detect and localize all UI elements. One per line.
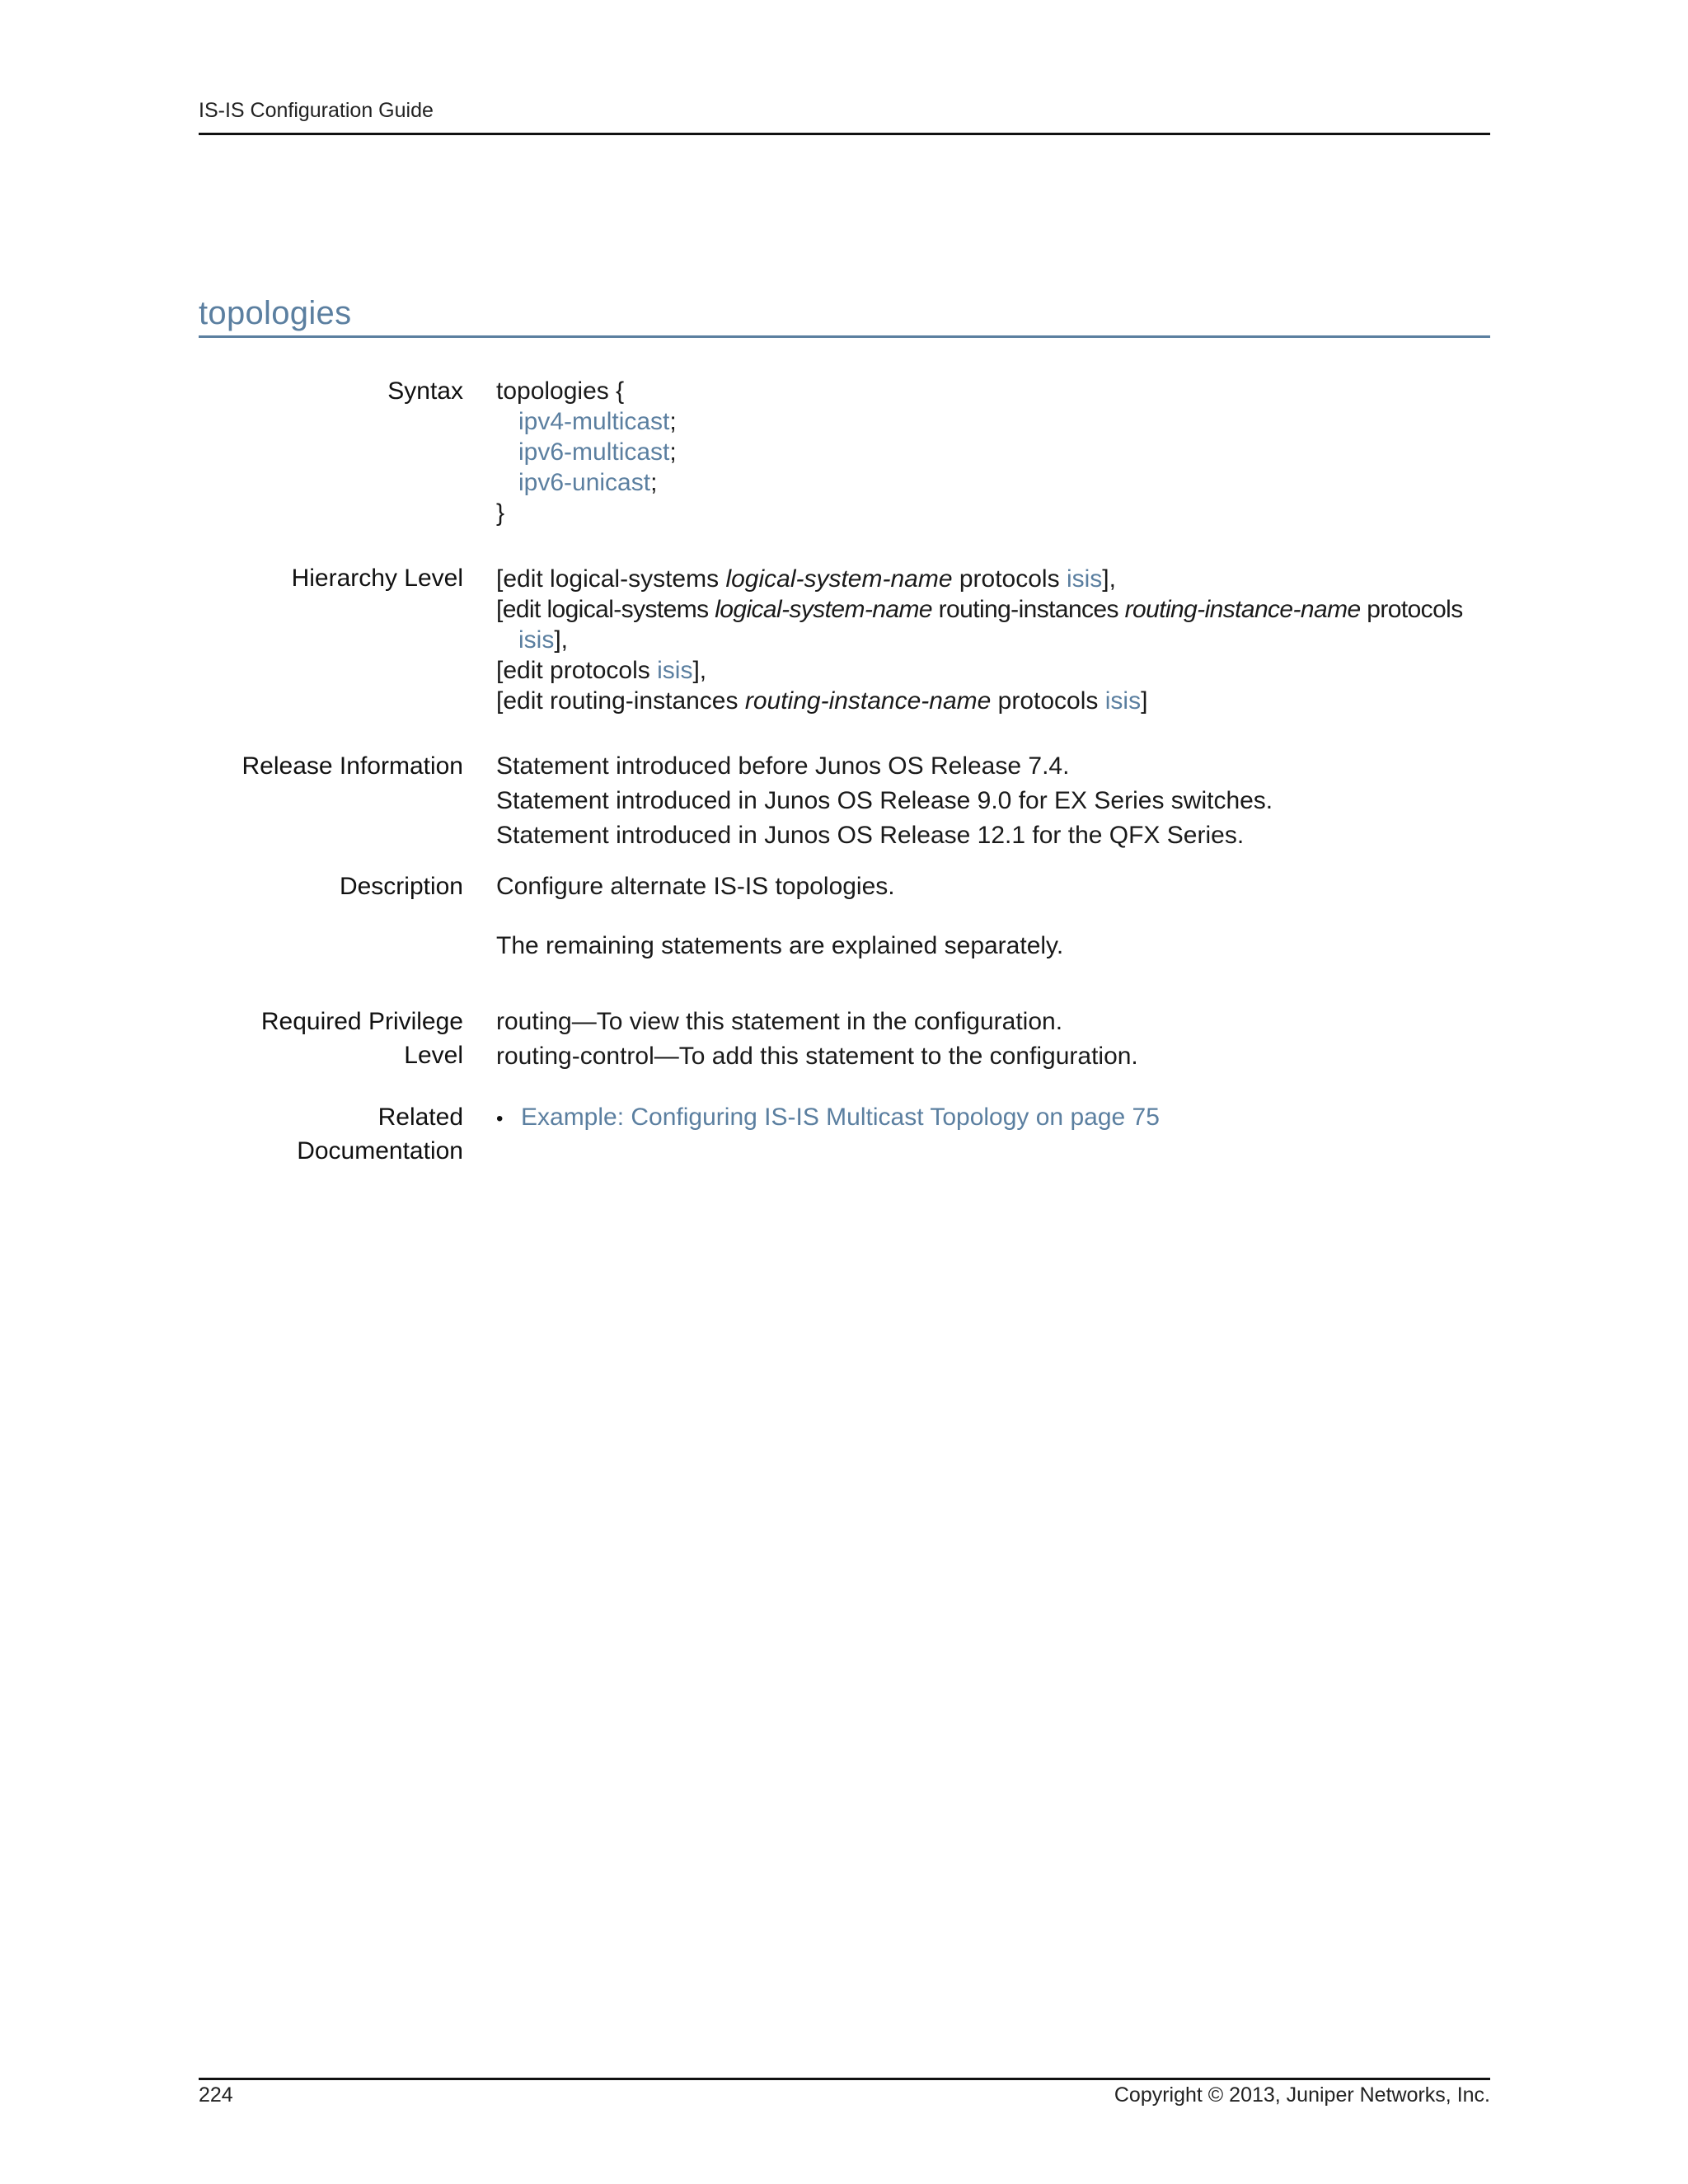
page-number: 224 [199,2083,233,2107]
release-line: Statement introduced in Junos OS Release 12.1 for the QFX Series. [496,822,1245,849]
related-doc-link[interactable]: Example: Configuring IS-IS Multicast Topology on page 75 [521,1104,1160,1131]
header-rule [199,133,1490,135]
description-text: The remaining statements are explained separately. [496,932,1064,959]
syntax-item: ipv4-multicast; [518,408,677,435]
release-line: Statement introduced in Junos OS Release 9.0 for EX Series switches. [496,787,1273,814]
syntax-item: ipv6-unicast; [518,469,658,496]
privilege-label: Required Privilege Level [260,1008,463,1069]
isis-link[interactable]: isis [1066,565,1103,593]
release-line: Statement introduced before Junos OS Release 7.4. [496,752,1070,780]
hierarchy-block [496,564,1490,716]
privilege-line: routing—To view this statement in the configuration. [496,1008,1063,1035]
syntax-label: Syntax [387,377,463,405]
hierarchy-label: Hierarchy Level [291,565,463,592]
footer-rule [199,2078,1490,2080]
hierarchy-line: [edit logical-systems logical-system-name protocols isis], [496,565,1116,593]
syntax-open: topologies { [496,377,625,405]
ipv4-multicast-link[interactable]: ipv4-multicast [518,408,670,435]
description-block [496,869,1490,963]
release-block [496,749,1490,853]
description-text: Configure alternate IS-IS topologies. [496,873,895,900]
section-title: topologies [199,295,352,331]
related-item [496,1100,1490,1137]
isis-link[interactable]: isis [1104,687,1142,715]
running-header: IS-IS Configuration Guide [199,99,434,122]
copyright: Copyright © 2013, Juniper Networks, Inc. [1114,2083,1490,2107]
isis-link[interactable]: isis [518,626,555,654]
ipv6-unicast-link[interactable]: ipv6-unicast [518,469,651,496]
syntax-block [496,376,1490,528]
hierarchy-line: [edit protocols isis], [496,657,707,684]
bullet: • [496,1108,504,1130]
privilege-line: routing-control—To add this statement to the configuration. [496,1043,1138,1070]
hierarchy-line: [edit routing-instances routing-instance-name protocols isis] [496,687,1148,715]
description-label: Description [339,873,463,900]
privilege-block [496,1005,1490,1074]
isis-link[interactable]: isis [657,657,693,684]
related-block [496,1100,1490,1137]
syntax-item: ipv6-multicast; [518,438,677,466]
hierarchy-line: isis], [518,626,569,654]
hierarchy-line: [edit logical-systems logical-system-name routing-instances routing-instance-name protocols [496,596,1463,623]
ipv6-multicast-link[interactable]: ipv6-multicast [518,438,670,466]
release-label: Release Information [241,752,463,780]
title-rule [199,335,1490,338]
related-label: Related Documentation [297,1104,463,1165]
syntax-close: } [496,499,505,527]
